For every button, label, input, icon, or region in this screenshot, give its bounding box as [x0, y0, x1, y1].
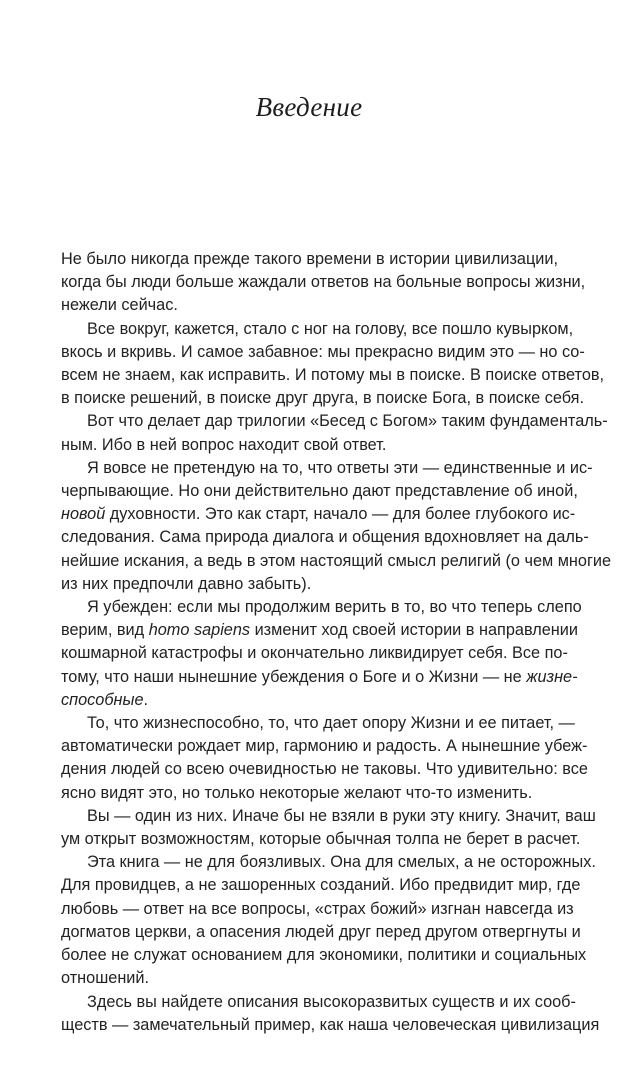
text-line [61, 503, 576, 526]
paragraph-4 [61, 457, 612, 596]
chapter-title: Введение [255, 92, 363, 122]
italic-word: homo sapiens [148, 621, 251, 640]
text-line: кошмарной катастрофы и окончательно ликвидирует себя. Все по- [61, 644, 568, 663]
text-line: Я вовсе не претендую на то, что ответы эти — единственные и ис- [87, 458, 593, 477]
text-fragment: изменит ход своей истории в направлении [250, 621, 578, 640]
text-line: ным. Ибо в ней вопрос находит свой ответ. [61, 435, 387, 454]
text-line: ум открыт возможностям, которые обычная толпа не берет в расчет. [61, 830, 581, 849]
paragraph-9 [61, 991, 600, 1037]
text-line: дения людей со всею очевидностью не таковы. Что удивительно: все [61, 760, 588, 779]
text-line: Эта книга — не для боязливых. Она для смелых, а не осторожных. [87, 853, 596, 872]
text-line: отношений. [61, 969, 150, 988]
text-line [61, 666, 578, 689]
text-line: в поиске решений, в поиске друг друга, в поиске Бога, в поиске себя. [61, 389, 585, 408]
text-line: вкось и вкривь. И самое забавное: мы прекрасно видим это — но со- [61, 342, 585, 361]
text-line: Я убежден: если мы продолжим верить в то, во что теперь слепо [87, 598, 582, 617]
text-line: черпывающие. Но они действительно дают представление об иной, [61, 482, 578, 501]
text-line: всем не знаем, как исправить. И потому мы в поиске. В поиске ответов, [61, 366, 605, 385]
text-line: ществ — замечательный пример, как наша человеческая цивилизация [61, 1015, 600, 1034]
text-line: Все вокруг, кажется, стало с ног на голову, все пошло кувырком, [87, 319, 574, 338]
text-line: Здесь вы найдете описания высокоразвитых существ и их сооб- [87, 992, 576, 1011]
paragraph-5 [61, 596, 582, 712]
text-line: Для провидцев, а не зашоренных созданий. Ибо предвидит мир, где [61, 876, 581, 895]
text-line: Вот что делает дар трилогии «Бесед с Богом» таким фундаменталь- [87, 412, 608, 431]
text-line: следования. Сама природа диалога и общения вдохновляет на даль- [61, 528, 589, 547]
text-line: нежели сейчас. [61, 296, 178, 315]
italic-word: новой [61, 505, 106, 524]
italic-word: способные [61, 690, 144, 709]
paragraph-3 [61, 410, 608, 456]
text-line: автоматически рождает мир, гармонию и радость. А нынешние убеж- [61, 737, 588, 756]
text-line: Вы — один из них. Иначе бы не взяли в руки эту книгу. Значит, ваш [87, 806, 596, 825]
paragraph-1 [61, 248, 586, 318]
text-line: ясно видят это, но только некоторые желают что-то изменить. [61, 783, 533, 802]
paragraph-2 [61, 318, 605, 411]
text-fragment: духовности. Это как старт, начало — для более глубокого ис- [105, 505, 576, 524]
text-line: более не служат основанием для экономики, политики и социальных [61, 946, 587, 965]
paragraph-6 [61, 712, 588, 805]
book-page [0, 92, 629, 1092]
text-fragment: . [143, 690, 149, 709]
text-line: нейшие искания, а ведь в этом настоящий смысл религий (о чем многие [61, 551, 612, 570]
text-line [61, 689, 558, 712]
text-line: То, что жизнеспособно, то, что дает опору Жизни и ее питает, — [87, 714, 575, 733]
paragraph-8 [61, 851, 596, 990]
text-fragment: тому, что наши нынешние убеждения о Боге и о Жизни — не [61, 667, 527, 686]
text-line: когда бы люди больше жаждали ответов на больные вопросы жизни, [61, 273, 586, 292]
paragraph-7 [61, 805, 596, 851]
text-fragment: верим, вид [61, 621, 149, 640]
text-line [61, 619, 578, 642]
text-line: Не было никогда прежде такого времени в истории цивилизации, [61, 250, 558, 268]
text-line: из них предпочли давно забыть). [61, 574, 312, 593]
body-text [61, 248, 612, 1037]
text-line: догматов церкви, а опасения людей друг перед другом отвергнуты и [61, 922, 581, 941]
text-line: любовь — ответ на все вопросы, «страх божий» изгнан навсегда из [61, 899, 574, 918]
italic-word: жизне- [526, 667, 578, 686]
